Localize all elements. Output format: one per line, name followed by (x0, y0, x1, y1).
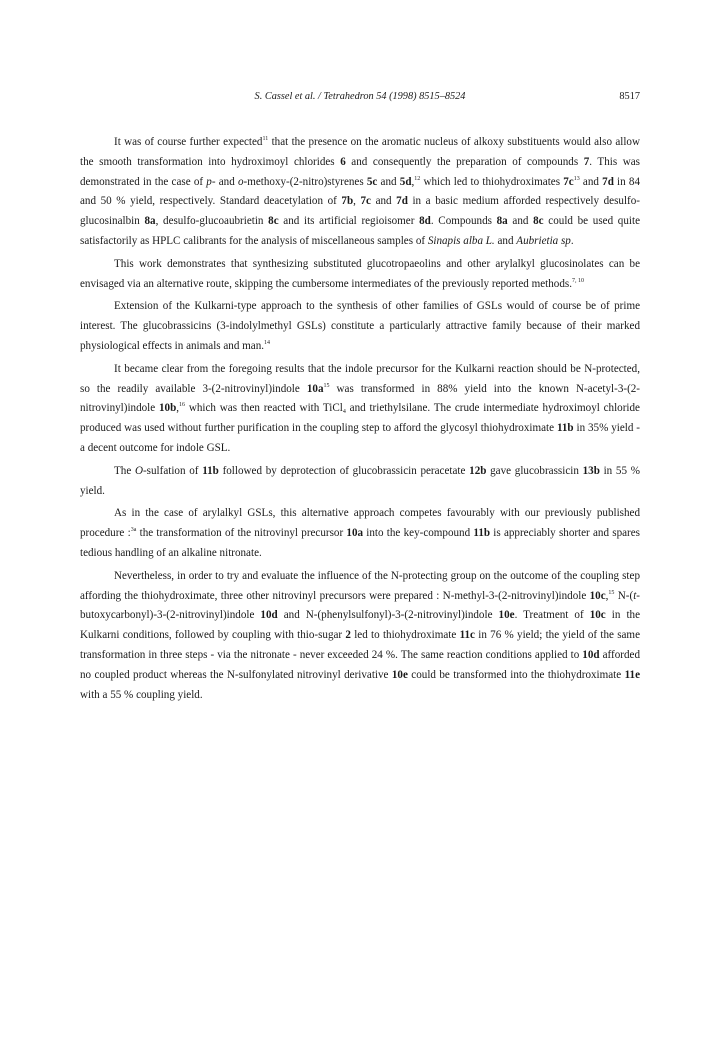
text-run: in 35% yield - a decent outcome for indole GSL. (80, 422, 640, 454)
reference-superscript: 3a (130, 527, 137, 534)
text-run: . Treatment of (514, 609, 590, 622)
text-run: and its artificial regioisomer (278, 215, 420, 228)
compound-label: 10e (391, 668, 408, 681)
text-run: , (353, 195, 361, 208)
italic-text: o (237, 175, 244, 188)
paragraph-o-sulfation (80, 462, 640, 502)
text-run: with a 55 % coupling yield. (80, 688, 203, 701)
reference-superscript: 7, 10 (571, 277, 584, 284)
paragraph-n-protecting-group (80, 567, 640, 706)
text-run: could be used quite satisfactorily as HPLC calibrants for the analysis of miscellaneous samples of (80, 215, 640, 247)
text-run: could be transformed into the thiohydroximate (407, 668, 625, 681)
text-run: was transformed in 88% yield into the known N-acetyl-3-(2-nitrovinyl)indole (80, 382, 641, 415)
text-run: The (114, 464, 135, 477)
text-run: in 84 and 50 % yield, respectively. Standard deacetylation of (80, 175, 640, 208)
reference-superscript: 11 (262, 136, 269, 142)
text-run: , desulfo-glucoaubrietin (155, 215, 269, 228)
text-run: , (605, 589, 609, 602)
text-run: It was of course further expected (114, 136, 263, 148)
text-run: and triethylsilane. The crude intermediate hydroximoyl chloride produced was used without further purification in the coupling step to afford the glycosyl thiohydroximate (80, 402, 640, 435)
compound-label: 7c (360, 195, 371, 208)
compound-label: 8c (268, 215, 279, 228)
text-run: in the Kulkarni conditions, followed by coupling with thio-sugar (80, 609, 640, 642)
compound-label: 11e (624, 668, 640, 681)
text-run: which was then reacted with TiCl (185, 402, 343, 415)
compound-label: 7d (602, 175, 614, 188)
text-run: -sulfation of (142, 464, 203, 477)
compound-label: 7c (563, 175, 574, 188)
reference-superscript: 16 (179, 402, 186, 409)
compound-label: 11b (202, 464, 219, 477)
text-run: and (377, 175, 400, 188)
italic-text: p (206, 175, 212, 188)
page-number: 8517 (619, 91, 640, 102)
italic-text: O (134, 464, 143, 477)
text-run: led to thiohydroximate (350, 629, 460, 642)
compound-label: 5c (366, 175, 378, 188)
compound-label: 11b (473, 527, 491, 540)
compound-label: 11b (556, 422, 574, 435)
compound-label: 8c (533, 215, 544, 228)
compound-label: 10d (260, 609, 278, 622)
text-run: in 55 % yield. (80, 464, 640, 497)
reference-superscript: 14 (264, 339, 271, 346)
compound-label: 8d (419, 215, 431, 228)
paragraph-glucobrassicins (80, 297, 640, 356)
compound-label: 10a (346, 527, 364, 540)
compound-label: 2 (345, 629, 351, 642)
reference-superscript: 13 (573, 175, 580, 182)
paragraph-alternative-route (80, 255, 640, 295)
text-run: the transformation of the nitrovinyl precursor (136, 527, 347, 540)
text-run: afforded no coupled product whereas the N-sulfonylated nitrovinyl derivative (80, 648, 640, 681)
text-run: and (579, 175, 603, 188)
text-run: This work demonstrates that synthesizing substituted glucotropaeolins and other arylalkyl glucosinolates can be envisaged via an alternative route, skipping the cumbersome intermediates of the previously reported methods. (80, 257, 640, 290)
text-run: . (570, 234, 574, 247)
text-run: . Compounds (430, 215, 497, 228)
compound-label: 10b (159, 402, 177, 415)
text-run: -methoxy-(2-nitro)styrenes (243, 175, 367, 188)
paragraph-hydroximoyl-chlorides (80, 133, 640, 252)
compound-label: 13b (582, 464, 600, 477)
compound-label: 6 (340, 155, 346, 168)
subscript-text: 4 (342, 409, 346, 416)
text-run: N-( (614, 589, 634, 602)
compound-label: 10e (498, 609, 515, 622)
compound-label: 11c (459, 629, 475, 642)
text-run: , (411, 175, 415, 188)
compound-label: 10d (582, 648, 600, 661)
compound-label: 7b (341, 195, 354, 208)
text-run: in a basic medium afforded respectively desulfo-glucosinalbin (80, 195, 640, 228)
compound-label: 5d (399, 175, 412, 188)
page-header (80, 91, 640, 107)
text-run: and (494, 234, 517, 247)
text-run: As in the case of arylalkyl GSLs, this alternative approach competes favourably with our previously published procedure : (80, 507, 640, 540)
italic-text: t (633, 589, 637, 602)
compound-label: 12b (469, 464, 487, 477)
text-run: Extension of the Kulkarni-type approach to the synthesis of other families of GSLs would of course be of prime interest. The glucobrassicins (3-indolylmethyl GSLs) constitute a particularly attractive family because of their marked physiological effects in animals and man. (80, 300, 640, 352)
text-run: and (370, 195, 397, 208)
body-text (80, 133, 640, 708)
compound-label: 7d (396, 195, 408, 208)
text-run: -butoxycarbonyl)-3-(2-nitrovinyl)indole (80, 589, 640, 622)
text-run: . This was demonstrated in the case of (80, 155, 640, 188)
reference-superscript: 15 (323, 382, 330, 389)
text-run: , (176, 402, 180, 415)
text-run: It became clear from the foregoing results that the indole precursor for the Kulkarni reaction should be N-protected, so the readily available 3-(2-nitrovinyl)indole (80, 362, 640, 395)
compound-label: 7 (583, 155, 590, 168)
compound-label: 8a (496, 215, 508, 228)
text-run: is appreciably shorter and spares tedious handling of an alkaline nitronate. (80, 527, 640, 559)
compound-label: 8a (144, 215, 156, 228)
text-run: gave glucobrassicin (486, 464, 583, 477)
text-run: that the presence on the aromatic nucleus of alkoxy substituents would also allow the smooth transformation into hydroximoyl chlorides (80, 136, 640, 168)
text-run: and N-(phenylsulfonyl)-3-(2-nitrovinyl)indole (277, 609, 499, 622)
compound-label: 10a (306, 382, 324, 395)
reference-superscript: 12 (414, 175, 421, 182)
text-run: and (507, 215, 534, 228)
text-run: and consequently the preparation of compounds (345, 155, 584, 168)
paragraph-indole-precursor (80, 360, 640, 459)
reference-superscript: 15 (608, 589, 615, 596)
text-run: - and (211, 175, 238, 188)
text-run: which led to thiohydroximates (420, 175, 564, 188)
italic-text: Sinapis alba L. (427, 234, 495, 247)
italic-text: Aubrietia sp (516, 234, 571, 247)
text-run: followed by deprotection of glucobrassicin peracetate (218, 464, 470, 477)
text-run: in 76 % yield; the yield of the same transformation in three steps - via the nitronate - never exceeded 24 %. The same reaction conditions applied to (80, 629, 640, 661)
text-run: into the key-compound (363, 527, 474, 540)
text-run: Nevertheless, in order to try and evaluate the influence of the N-protecting group on the outcome of the coupling step affording the thiohydroximate, three other nitrovinyl precursors were prepared : N-methyl-3-(2-nitrovinyl)indole (80, 569, 640, 602)
compound-label: 10c (589, 609, 606, 622)
compound-label: 10c (589, 589, 606, 602)
running-head: S. Cassel et al. / Tetrahedron 54 (1998) 8515–8524 (254, 91, 466, 102)
paragraph-comparison (80, 504, 640, 563)
